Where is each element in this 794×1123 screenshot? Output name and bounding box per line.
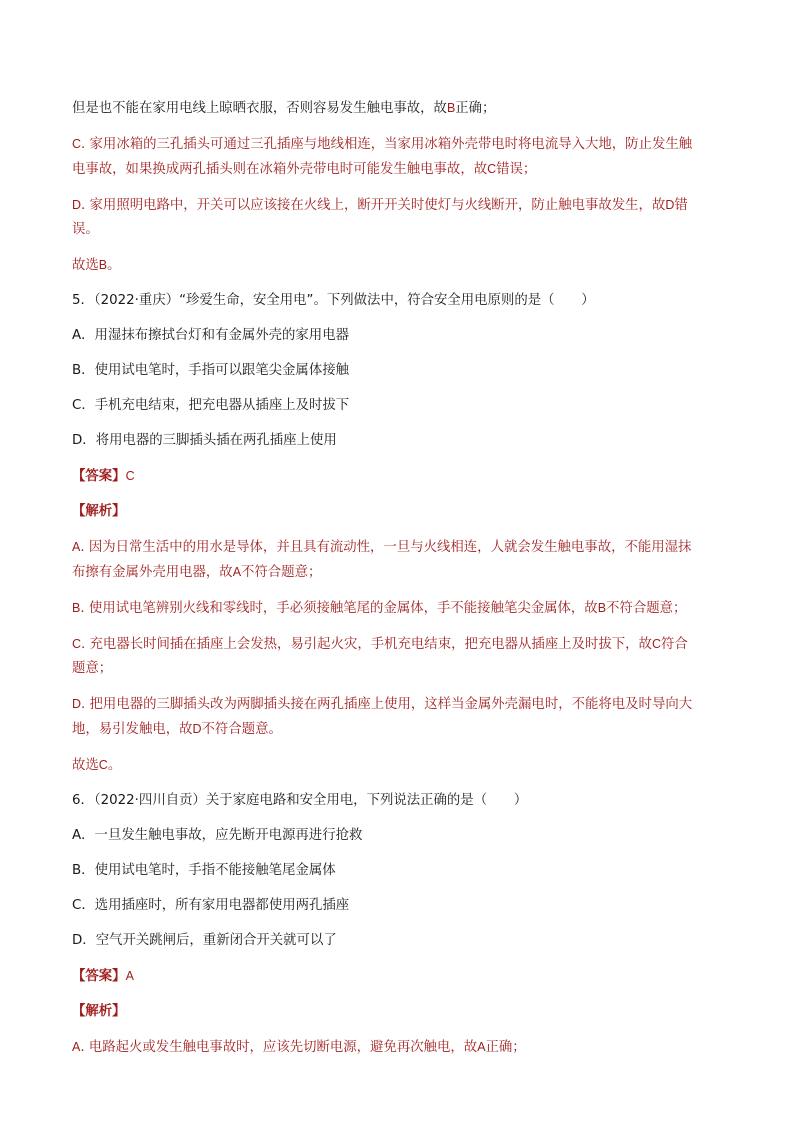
q5-analysis-d: D. 把用电器的三脚插头改为两脚插头接在两孔插座上使用，这样当金属外壳漏电时，不能将电及时导向大 地，易引发触电，故D不符合题意。 <box>72 697 693 737</box>
q5-analysis-b: B. 使用试电笔辨别火线和零线时，手必须接触笔尾的金属体，手不能接触笔尖金属体，故B不符合题意； <box>72 601 687 616</box>
prev-b-line: 但是也不能在家用电线上晾晒衣服，否则容易发生触电事故，故B正确； <box>72 101 496 116</box>
q5-option-c: C．手机充电结束，把充电器从插座上及时拔下 <box>72 398 350 413</box>
q5-answer: 【答案】C <box>72 469 135 484</box>
q6-answer: 【答案】A <box>72 969 134 984</box>
q6-analysis-a: A. 电路起火或发生触电事故时，应该先切断电源，避免再次触电，故A正确； <box>72 1040 526 1055</box>
prev-choose-line: 故选B。 <box>72 258 121 273</box>
prev-d-line: D. 家用照明电路中，开关可以应该接在火线上，断开开关时使灯与火线断开，防止触电事故发生，故D错 误。 <box>72 198 688 237</box>
q5-analysis-tag: 【解析】 <box>72 504 126 519</box>
q6-analysis-tag: 【解析】 <box>72 1004 126 1019</box>
q5-option-d: D．将用电器的三脚插头插在两孔插座上使用 <box>72 433 337 448</box>
q5-analysis-a: A. 因为日常生活中的用水是导体，并且具有流动性，一旦与火线相连，人就会发生触电事故，不能用湿抹 布擦有金属外壳用电器，故A不符合题意； <box>72 540 692 580</box>
document-content <box>72 96 724 1060</box>
q5-option-b: B．使用试电笔时，手指可以跟笔尖金属体接触 <box>72 363 349 378</box>
q5-stem: 5．（2022·重庆）“珍爱生命，安全用电”。下列做法中，符合安全用电原则的是（ ） <box>72 293 595 308</box>
q6-option-a: A．一旦发生触电事故，应先断开电源再进行抢救 <box>72 828 363 843</box>
q6-option-c: C．选用插座时，所有家用电器都使用两孔插座 <box>72 898 350 913</box>
q5-option-a: A．用湿抹布擦拭台灯和有金属外壳的家用电器 <box>72 328 349 343</box>
prev-c-line: C. 家用冰箱的三孔插头可通过三孔插座与地线相连，当家用冰箱外壳带电时将电流导入大地，防止发生触 电事故，如果换成两孔插头则在冰箱外壳带电时可能发生触电事故，故C错误； <box>72 137 693 177</box>
q5-analysis-c: C. 充电器长时间插在插座上会发热，易引起火灾，手机充电结束，把充电器从插座上及时拔下，故C符合 题意； <box>72 637 688 676</box>
q6-stem: 6．（2022·四川自贡）关于家庭电路和安全用电，下列说法正确的是（ ） <box>72 793 528 808</box>
q6-option-d: D．空气开关跳闸后，重新闭合开关就可以了 <box>72 933 337 948</box>
q6-option-b: B．使用试电笔时，手指不能接触笔尾金属体 <box>72 863 336 878</box>
q5-choose: 故选C。 <box>72 758 122 773</box>
